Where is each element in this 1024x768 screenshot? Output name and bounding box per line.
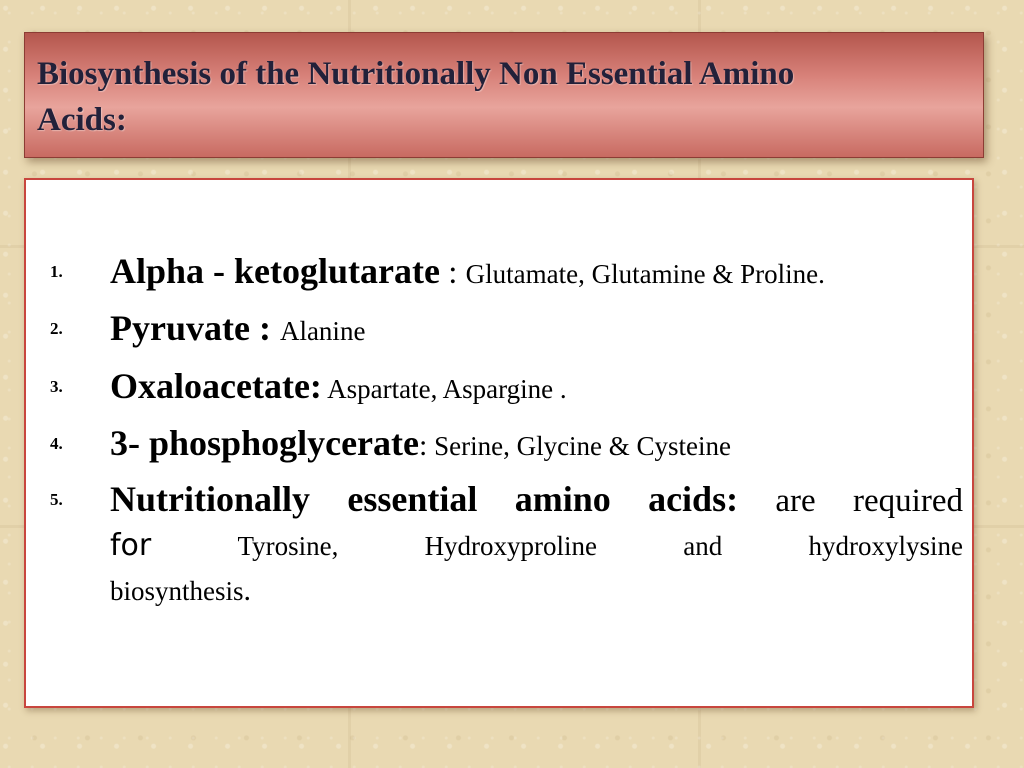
- list-item-key: Pyruvate :: [110, 308, 280, 348]
- list-item-key-word: Nutritionally: [110, 479, 311, 519]
- list-item-number: 3.: [50, 377, 63, 396]
- list-item-number: 1.: [50, 262, 63, 281]
- list-item-value-word: Tyrosine,: [237, 531, 339, 561]
- list-item-key-word: acids:: [648, 479, 739, 519]
- list-item-value: Serine, Glycine & Cysteine: [427, 431, 732, 461]
- title-banner: [24, 32, 984, 158]
- list-item-row-3: [110, 574, 960, 620]
- list-item-value-word: biosynthesis: [110, 576, 244, 606]
- list-item-value: Glutamate, Glutamine & Proline.: [465, 259, 825, 289]
- slide-title-line-1: Biosynthesis of the Nutritionally Non Essential Amino: [37, 56, 795, 92]
- list-item-separator: :: [419, 429, 428, 462]
- list-item-key: Alpha - ketoglutarate: [110, 251, 440, 291]
- list-item-number: 4.: [50, 434, 63, 453]
- list-item-number: 5.: [50, 490, 63, 509]
- list-item-value-word: for: [110, 528, 152, 563]
- list-item-value-word: are: [775, 483, 816, 519]
- list-item-key: Oxaloacetate:: [110, 366, 322, 406]
- list-item-period: .: [243, 574, 252, 607]
- slide-title-line-2: Acids:: [37, 102, 127, 138]
- list-item-value-word: Hydroxyproline: [424, 531, 598, 561]
- list-item-number: 2.: [50, 319, 63, 338]
- list-item-value: Alanine: [279, 316, 366, 346]
- list-item-value: Aspartate, Aspargine .: [321, 374, 567, 404]
- list-item-key: 3- phosphoglycerate: [110, 423, 419, 463]
- list-item-key-word: essential: [347, 479, 478, 519]
- slide-title: [37, 51, 971, 143]
- list-item-value-word: required: [853, 483, 963, 519]
- list-item-row-1: [110, 478, 963, 528]
- list-item-key-word: amino: [514, 479, 611, 519]
- list-item-separator: :: [439, 255, 466, 291]
- content-box: [24, 178, 974, 708]
- list-item-row-2: [110, 528, 963, 574]
- list-item-value-word: and: [683, 531, 723, 561]
- list-item-value-word: hydroxylysine: [808, 531, 963, 561]
